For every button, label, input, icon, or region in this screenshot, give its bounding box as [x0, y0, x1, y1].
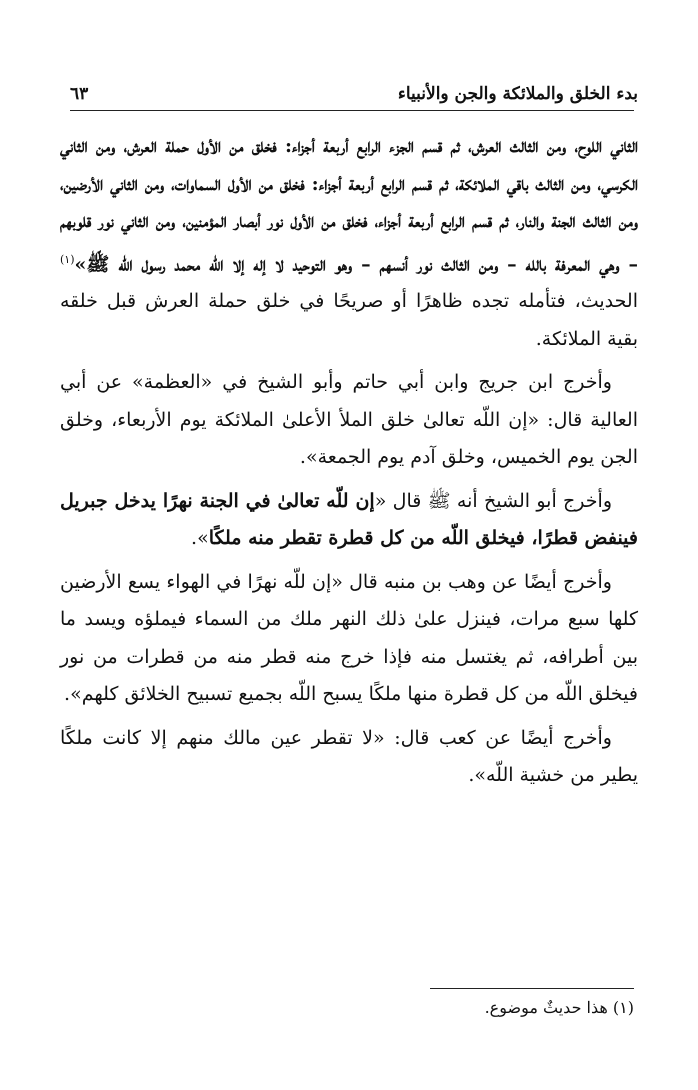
paragraph-3-plain: وأخرج أبو الشيخ أنه ﷺ قال «: [374, 489, 612, 512]
paragraph-5-text: وأخرج أيضًا عن كعب قال: «لا تقطر عين مالك منهم إلا كانت ملكًا يطير من خشية اللّه».: [60, 726, 638, 787]
paragraph-1-plain: الحديث، فتأمله تجده ظاهرًا أو صريحًا في خلق حملة العرش قبل خلقه بقية الملائكة.: [60, 290, 638, 350]
footnote-rule: [430, 988, 634, 989]
paragraph-2-text: وأخرج ابن جريج وابن أبي حاتم وأبو الشيخ في «العظمة» عن أبي العالية قال: «إن اللّه تعالىٰ خلق الملأ الأعلىٰ الملائكة يوم الأربعاء، وخلق الجن يوم الخميس، وخلق آدم يوم الجمعة».: [60, 371, 638, 469]
page-number: ٦٣: [70, 84, 89, 104]
paragraph-1-bold: الثاني اللوح، ومن الثالث العرش، ثم قسم الجزء الرابع أربعة أجزاء: فخلق من الأول حملة العرش، ومن الثاني الكرسي، ومن الثالث باقي الملائكة، ثم قسم الرابع أربعة أجزاء: فخلق من الأول السماوات، ومن الثاني الأرضين، ومن الثالث الجنة والنار، ثم قسم الرابع أربعة أجزاء، فخلق من الأول نور أبصار المؤمنين، ومن الثاني نور قلوبهم – وهي المعرفة بالله – ومن الثالث نور أنسهم – وهو التوحيد لا إله إلا اللّه محمد رسول اللّه ﷺ»: [60, 135, 638, 275]
paragraph-5: [60, 720, 638, 795]
footnote-ref: (١): [60, 252, 75, 266]
paragraph-2: [60, 364, 638, 477]
paragraph-3: [60, 483, 638, 558]
running-header: [70, 64, 638, 104]
header-rule: [70, 110, 634, 111]
paragraph-4-text: وأخرج أيضًا عن وهب بن منبه قال «إن للّه نهرًا في الهواء يسع الأرضين كلها سبع مرات، فينزل علىٰ ذلك النهر ملك من السماء فيملؤه ويسد ما بين أطرافه، ثم يغتسل منه فإذا خرج منه قطر منه من قطرات من نور فيخلق اللّه من كل قطرة منها ملكًا يسبح اللّه بجميع تسبيح الخلائق كلهم».: [60, 570, 638, 706]
paragraph-3-bold: إن للّه تعالىٰ في الجنة نهرًا يدخل جبريل فينفض قطرًا، فيخلق اللّه من كل قطرة تقطر منه ملكًا: [60, 489, 638, 550]
paragraph-4: [60, 564, 638, 714]
paragraph-1: [60, 128, 638, 358]
page-body: [60, 128, 638, 801]
running-title: بدء الخلق والملائكة والجن والأنبياء: [397, 84, 638, 104]
paragraph-3-end: ».: [191, 527, 209, 550]
footnote: (١) هذا حديثٌ موضوع.: [484, 998, 634, 1017]
